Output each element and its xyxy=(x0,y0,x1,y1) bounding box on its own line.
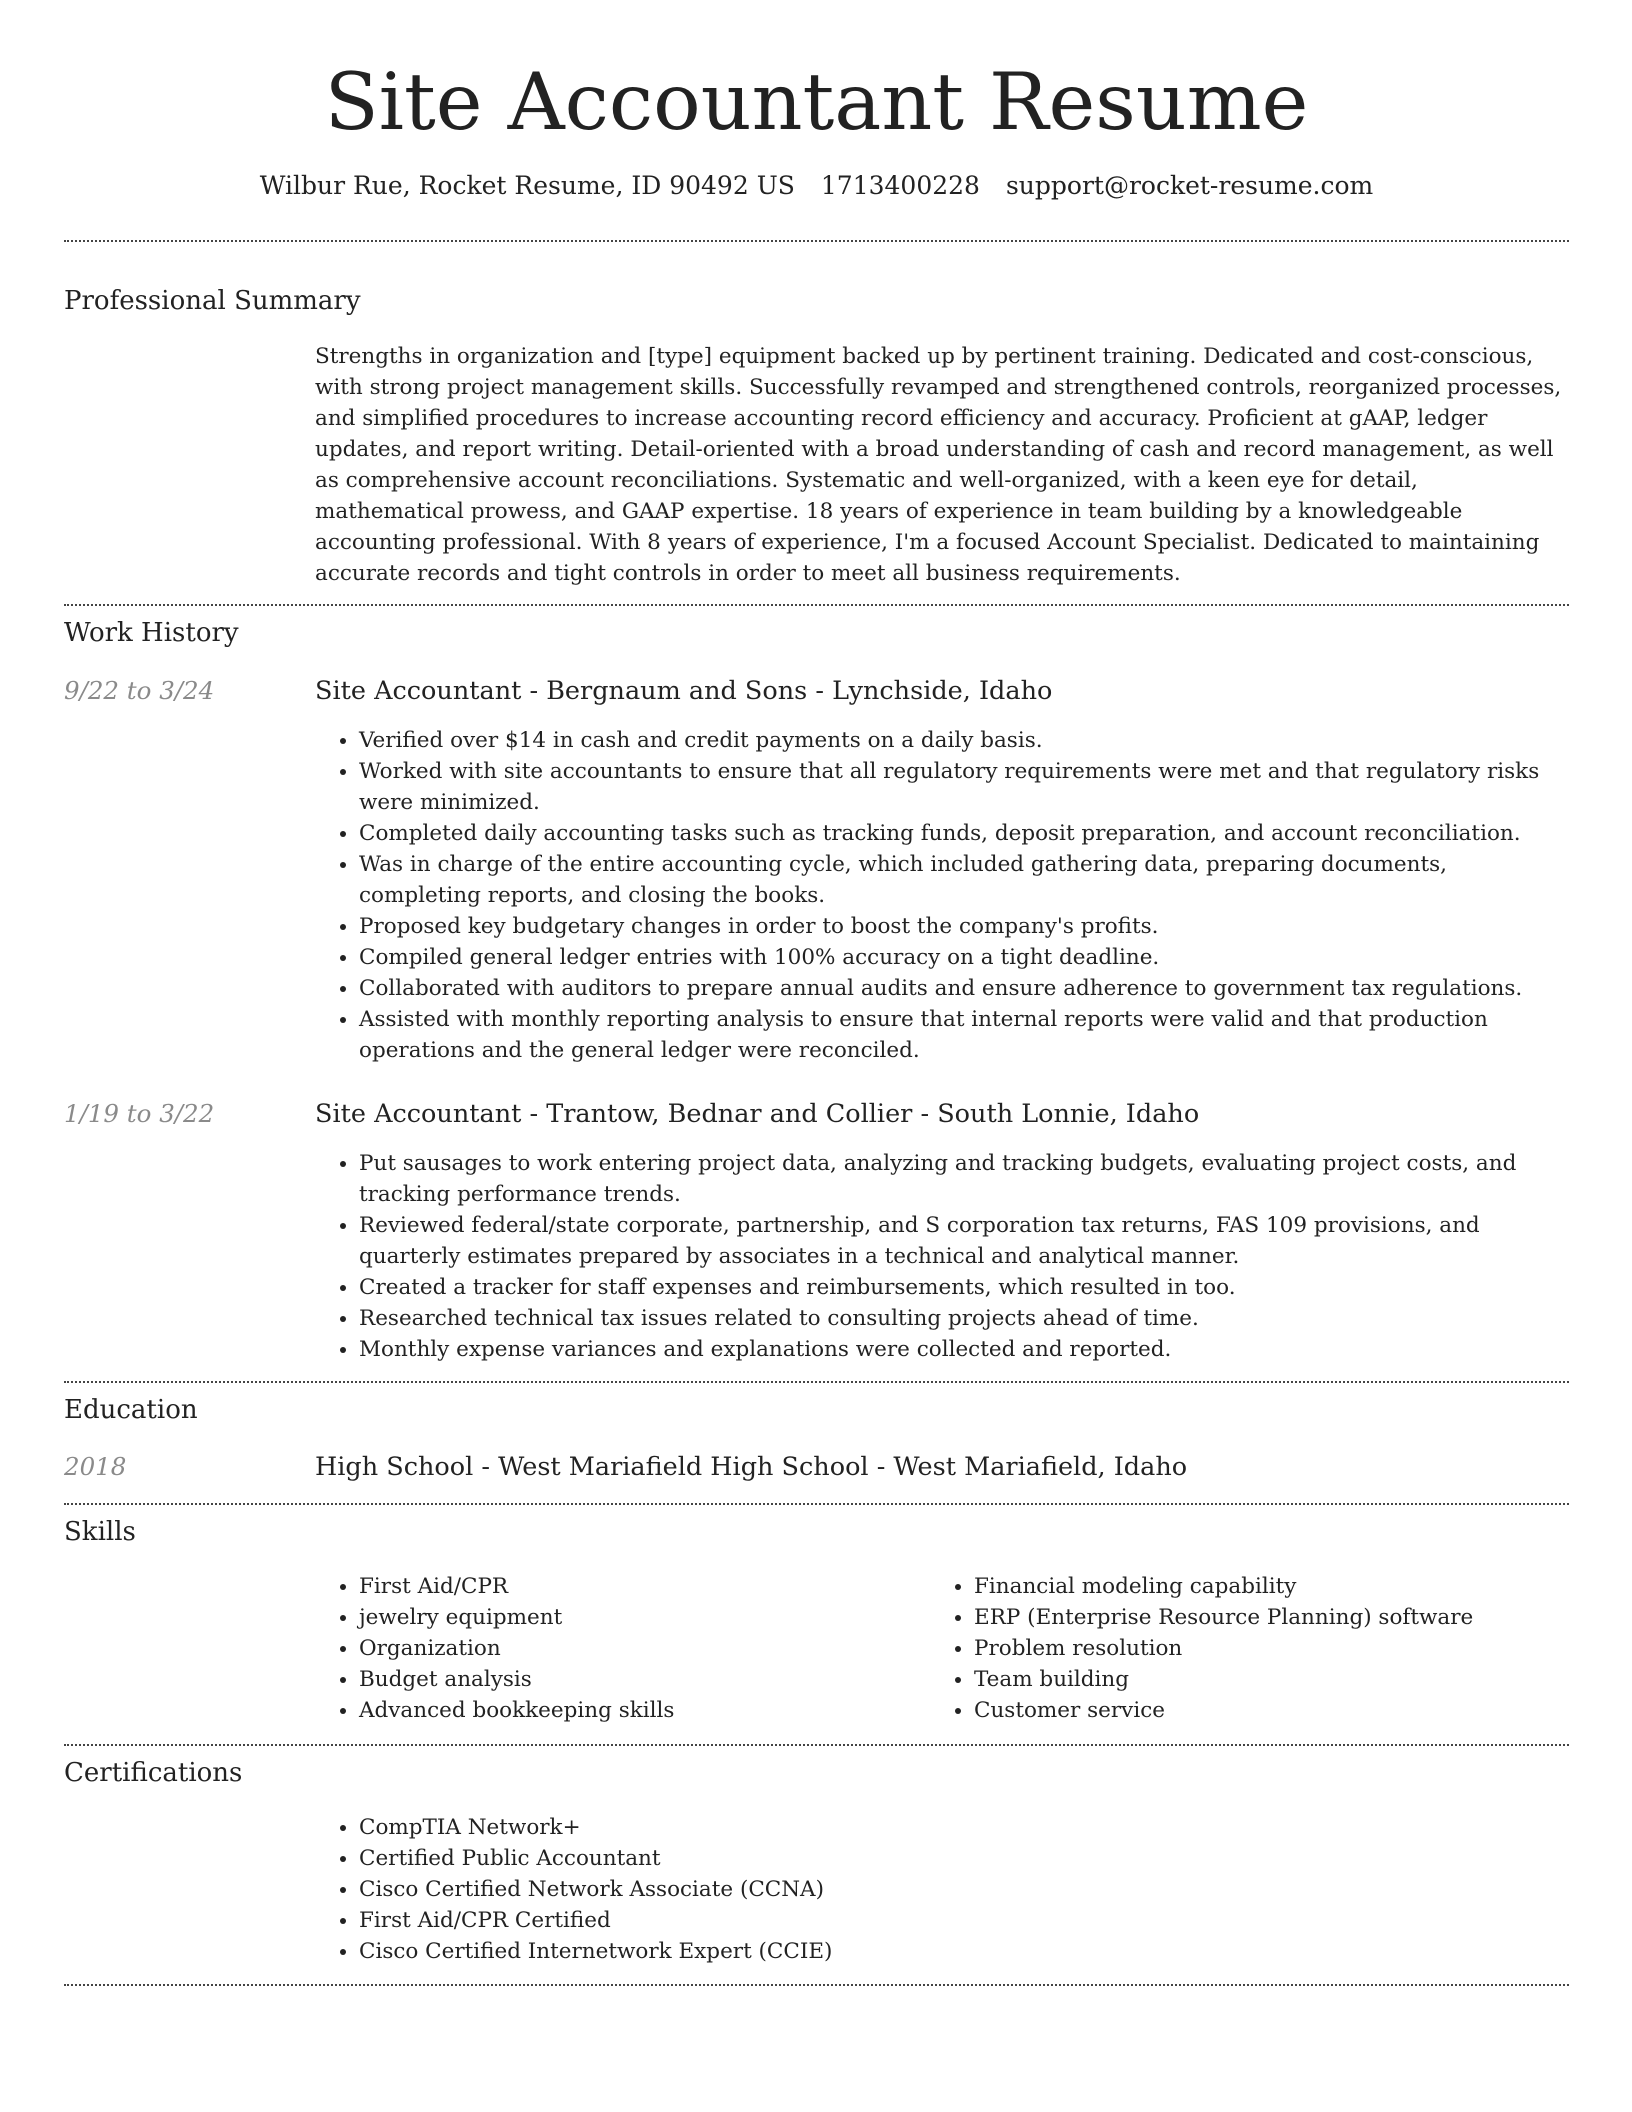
list-item: • Budget analysis xyxy=(359,1664,930,1695)
list-item: • Researched technical tax issues related to consulting projects ahead of time. xyxy=(359,1303,1569,1334)
contact-phone: 1713400228 xyxy=(820,171,980,200)
contact-address: Wilbur Rue, Rocket Resume, ID 90492 US xyxy=(259,171,795,200)
list-item: • Verified over $14 in cash and credit payments on a daily basis. xyxy=(359,725,1569,756)
list-item: • Worked with site accountants to ensure that all regulatory requirements were met and that regulatory risks were minimized. xyxy=(359,756,1569,818)
list-item: • Customer service xyxy=(974,1695,1569,1726)
divider xyxy=(64,1984,1569,1986)
list-item: • Cisco Certified Internetwork Expert (CCIE) xyxy=(359,1936,1569,1967)
divider xyxy=(64,1381,1569,1383)
divider xyxy=(64,1744,1569,1746)
job-dates: 1/19 to 3/22 xyxy=(64,1099,215,1128)
divider xyxy=(64,1503,1569,1505)
skills-list-left xyxy=(315,1571,930,1726)
list-item: • First Aid/CPR xyxy=(359,1571,930,1602)
list-item: • Collaborated with auditors to prepare annual audits and ensure adherence to government tax regulations. xyxy=(359,973,1569,1004)
list-item: • Problem resolution xyxy=(974,1633,1569,1664)
list-item: • Compiled general ledger entries with 100% accuracy on a tight deadline. xyxy=(359,942,1569,973)
list-item: • Reviewed federal/state corporate, partnership, and S corporation tax returns, FAS 109 provisions, and quarterly estimates prepared by associates in a technical and analytical manner. xyxy=(359,1210,1569,1272)
section-title-work-history: Work History xyxy=(64,618,239,648)
list-item: • Cisco Certified Network Associate (CCNA) xyxy=(359,1874,1569,1905)
list-item: • Completed daily accounting tasks such as tracking funds, deposit preparation, and account reconciliation. xyxy=(359,818,1569,849)
skills-list-right xyxy=(930,1571,1569,1726)
contact-email: support@rocket-resume.com xyxy=(1005,171,1374,200)
list-item: • Financial modeling capability xyxy=(974,1571,1569,1602)
section-title-summary: Professional Summary xyxy=(64,286,361,316)
job-dates: 9/22 to 3/24 xyxy=(64,676,215,705)
divider xyxy=(64,604,1569,606)
job-title: Site Accountant - Trantow, Bednar and Collier - South Lonnie, Idaho xyxy=(315,1099,1200,1129)
certifications-list xyxy=(315,1812,1569,1967)
list-item: • Certified Public Accountant xyxy=(359,1843,1569,1874)
list-item: • Put sausages to work entering project data, analyzing and tracking budgets, evaluating project costs, and tracking performance trends. xyxy=(359,1148,1569,1210)
section-title-certifications: Certifications xyxy=(64,1758,243,1788)
job-duties-list xyxy=(315,725,1569,1066)
list-item: • Assisted with monthly reporting analysis to ensure that internal reports were valid and that production operations and the general ledger were reconciled. xyxy=(359,1004,1569,1066)
education-entry: High School - West Mariafield High School - West Mariafield, Idaho xyxy=(315,1452,1188,1482)
list-item: • ERP (Enterprise Resource Planning) software xyxy=(974,1602,1569,1633)
contact-line xyxy=(64,169,1569,203)
list-item: • Team building xyxy=(974,1664,1569,1695)
list-item: • CompTIA Network+ xyxy=(359,1812,1569,1843)
section-title-education: Education xyxy=(64,1395,198,1425)
list-item: • First Aid/CPR Certified xyxy=(359,1905,1569,1936)
education-year: 2018 xyxy=(64,1452,127,1481)
list-item: • Advanced bookkeeping skills xyxy=(359,1695,930,1726)
section-title-skills: Skills xyxy=(64,1517,136,1547)
list-item: • Proposed key budgetary changes in order to boost the company's profits. xyxy=(359,911,1569,942)
list-item: • Monthly expense variances and explanations were collected and reported. xyxy=(359,1334,1569,1365)
list-item: • Created a tracker for staff expenses and reimbursements, which resulted in too. xyxy=(359,1272,1569,1303)
page-title: Site Accountant Resume xyxy=(324,56,1309,148)
divider xyxy=(64,240,1569,242)
job-title: Site Accountant - Bergnaum and Sons - Lynchside, Idaho xyxy=(315,676,1053,706)
summary-text: Strengths in organization and [type] equipment backed up by pertinent training. Dedicated and cost-conscious, with strong project management skills. Successfully revamped and strengthened controls, reorganized processes, and simplified procedures to increase accounting record efficiency and accuracy. Proficient at gAAP, ledger updates, and report writing. Detail-oriented with a broad understanding of cash and record management, as well as comprehensive account reconciliations. Systematic and well-organized, with a keen eye for detail, mathematical prowess, and GAAP expertise. 18 years of experience in team building by a knowledgeable accounting professional. With 8 years of experience, I'm a focused Account Specialist. Dedicated to maintaining accurate records and tight controls in order to meet all business requirements. xyxy=(315,344,1562,586)
list-item: • Organization xyxy=(359,1633,930,1664)
list-item: • Was in charge of the entire accounting cycle, which included gathering data, preparing documents, completing reports, and closing the books. xyxy=(359,849,1569,911)
job-duties-list xyxy=(315,1148,1569,1365)
list-item: • jewelry equipment xyxy=(359,1602,930,1633)
